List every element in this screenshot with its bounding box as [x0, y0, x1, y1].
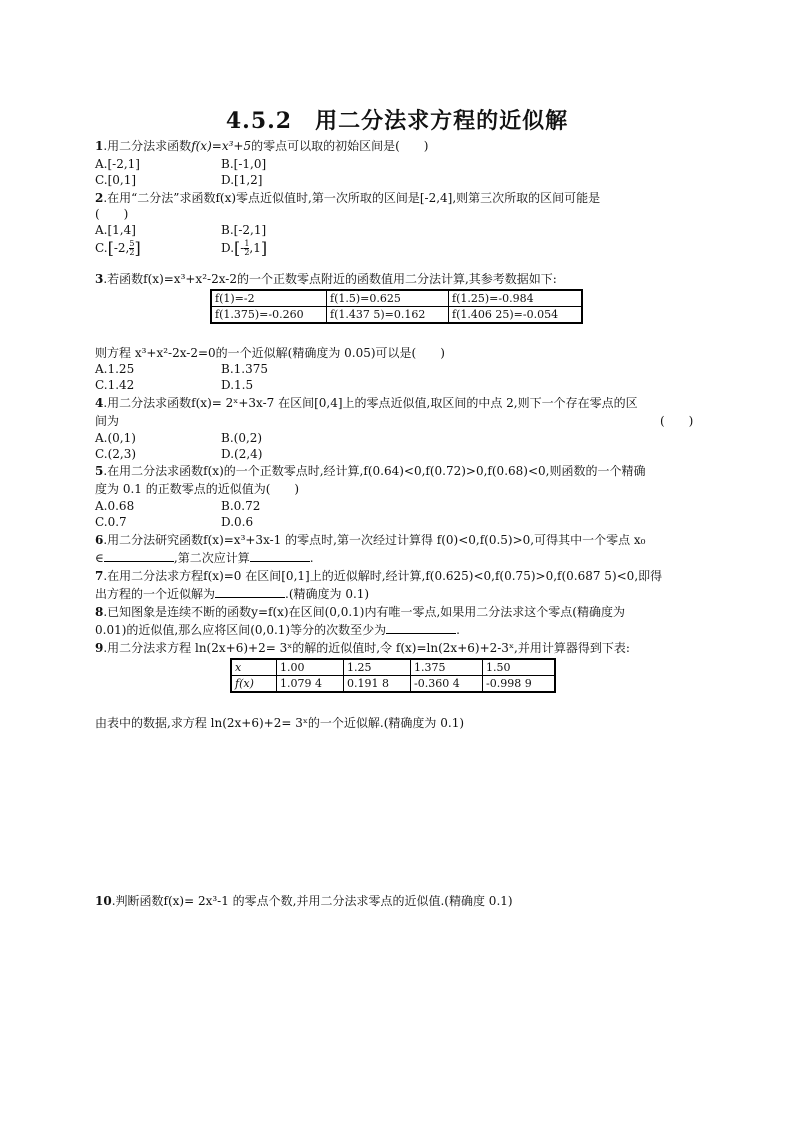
fill-blank[interactable]	[250, 549, 310, 562]
question-text: .用二分法求函数	[103, 139, 192, 153]
option-d: D.[1,2]	[221, 173, 263, 187]
option-c: C.(2,3)	[95, 447, 137, 461]
table-row	[231, 659, 555, 676]
question-number: 9	[95, 641, 104, 655]
question-text-continued	[95, 621, 460, 638]
table-header-cell: f(x)	[231, 676, 277, 693]
question-text: .用二分法求方程 ln(2x+6)+2= 3ˣ的解的近似值时,令 f(x)=ln(2x+6)+2-3ˣ,并用计算器得到下表:	[103, 641, 630, 655]
answer-paren: ( )	[95, 207, 129, 221]
question-text: .已知图象是连续不断的函数y=f(x)在区间(0,0.1)内有唯一零点,如果用二分法求这个零点(精确度为	[103, 605, 625, 619]
table-cell: f(1.375)=-0.260	[211, 307, 327, 324]
question-number: 2	[95, 191, 104, 205]
question-6	[95, 532, 646, 548]
question-text: .在用二分法求函数f(x)的一个正数零点时,经计算,f(0.64)<0,f(0.72)>0,f(0.68)<0,则函数的一个精确	[103, 464, 646, 478]
table-cell: 1.079 4	[277, 676, 344, 693]
option-c: C.0.7	[95, 515, 127, 529]
question-5	[95, 463, 645, 479]
table-cell: 1.25	[344, 659, 411, 676]
question-10	[95, 893, 513, 909]
question-number: 5	[95, 464, 104, 478]
question-text: .用二分法求函数f(x)= 2ˣ+3x-7 在区间[0,4]上的零点近似值,取区间的中点 2,则下一个存在零点的区	[103, 396, 638, 410]
question-text-continued	[95, 549, 314, 566]
question-9	[95, 640, 630, 656]
option-c: C.[0,1]	[95, 173, 137, 187]
option-b: B.0.72	[221, 499, 261, 513]
question-text: .判断函数f(x)= 2x³-1 的零点个数,并用二分法求零点的近似值.(精确度 0.1)	[111, 894, 513, 908]
fill-blank[interactable]	[104, 549, 174, 562]
question-number: 7	[95, 569, 104, 583]
question-text-continued	[95, 585, 369, 602]
question-text-continued: 度为 0.1 的正数零点的近似值为( )	[95, 482, 300, 496]
question-text: .在用“二分法”求函数f(x)零点近似值时,第一次所取的区间是[-2,4],则第三次所取的区间可能是	[103, 191, 601, 205]
question-number: 3	[95, 272, 104, 286]
table-header-cell: x	[231, 659, 277, 676]
interval-right: ,1	[249, 241, 261, 255]
table-cell: f(1.5)=0.625	[327, 290, 449, 307]
fill-blank[interactable]	[386, 621, 456, 634]
numerator: 5	[129, 239, 135, 248]
fill-blank[interactable]	[215, 585, 285, 598]
question-1	[95, 138, 428, 154]
option-c: C.[-2, $\frac{5}{2}$ ]	[95, 238, 141, 258]
option-d: D.(2,4)	[221, 447, 263, 461]
function-expression: f(x)=x³+5	[191, 139, 252, 153]
option-d: D.1.5	[221, 378, 254, 392]
table-row	[231, 676, 555, 693]
question-3	[95, 271, 557, 287]
table-cell: 0.191 8	[344, 676, 411, 693]
option-letter: D.	[221, 241, 235, 255]
question-text: 0.01)的近似值,那么应将区间(0,0.1)等分的次数至少为	[95, 623, 387, 637]
option-a: A.[1,4]	[95, 223, 136, 237]
table-cell: 1.375	[411, 659, 483, 676]
option-a: A.0.68	[95, 499, 135, 513]
question-number: 6	[95, 533, 104, 547]
question-number: 4	[95, 396, 104, 410]
option-b: B.1.375	[221, 362, 268, 376]
question-number: 8	[95, 605, 104, 619]
table-row	[211, 290, 582, 307]
option-d: D.0.6	[221, 515, 254, 529]
option-b: B.[-1,0]	[221, 157, 267, 171]
question-8	[95, 604, 625, 620]
option-a: A.[-2,1]	[95, 157, 140, 171]
option-letter: C.	[95, 241, 108, 255]
option-b: B.(0,2)	[221, 431, 263, 445]
option-a: A.1.25	[95, 362, 135, 376]
question-number: 1	[95, 139, 104, 153]
question-number: 10	[95, 894, 112, 908]
question-text: .在用二分法求方程f(x)=0 在区间[0,1]上的近似解时,经计算,f(0.625)<0,f(0.75)>0,f(0.687 5)<0,即得	[103, 569, 663, 583]
interval-left: -2,	[113, 241, 130, 255]
numerator: 1	[244, 239, 250, 248]
table-cell: -0.998 9	[483, 676, 556, 693]
table-row	[211, 307, 582, 324]
question-9-followup: 由表中的数据,求方程 ln(2x+6)+2= 3ˣ的一个近似解.(精确度为 0.1)	[95, 716, 465, 730]
period: .	[456, 623, 460, 637]
question-text: .若函数f(x)=x³+x²-2x-2的一个正数零点附近的函数值用二分法计算,其参考数据如下:	[103, 272, 557, 286]
option-d: D.[- $\frac{1}{2}$ ,1]	[221, 238, 268, 258]
table-cell: -0.360 4	[411, 676, 483, 693]
table-cell: 1.00	[277, 659, 344, 676]
table-cell: f(1.25)=-0.984	[449, 290, 583, 307]
reference-data-table	[210, 289, 583, 324]
question-text: 的零点可以取的初始区间是( )	[251, 139, 429, 153]
option-a: A.(0,1)	[95, 431, 136, 445]
option-b: B.[-2,1]	[221, 223, 267, 237]
denominator: 2	[129, 248, 135, 257]
question-3-followup: 则方程 x³+x²-2x-2=0的一个近似解(精确度为 0.05)可以是( )	[95, 346, 445, 360]
table-cell: f(1)=-2	[211, 290, 327, 307]
table-cell: f(1.437 5)=0.162	[327, 307, 449, 324]
page-title: 4.5.2 用二分法求方程的近似解	[225, 108, 569, 134]
table-cell: 1.50	[483, 659, 556, 676]
calculator-data-table	[230, 658, 556, 693]
question-text: .(精确度为 0.1)	[285, 587, 370, 601]
question-4	[95, 395, 638, 411]
option-c: C.1.42	[95, 378, 135, 392]
element-of-symbol: ∈	[95, 551, 104, 565]
period: .	[309, 551, 314, 565]
table-cell: f(1.406 25)=-0.054	[449, 307, 583, 324]
denominator: 2	[244, 248, 250, 257]
question-7	[95, 568, 662, 584]
question-2	[95, 190, 600, 206]
question-text: .用二分法研究函数f(x)=x³+3x-1 的零点时,第一次经过计算得 f(0)<0,f(0.5)>0,可得其中一个零点 x₀	[103, 533, 646, 547]
answer-paren: ( )	[660, 414, 694, 428]
question-text-continued: 间为	[95, 414, 120, 428]
question-text: ,第二次应计算	[173, 551, 250, 565]
minus-sign: -	[240, 241, 245, 255]
question-text: 出方程的一个近似解为	[95, 587, 216, 601]
